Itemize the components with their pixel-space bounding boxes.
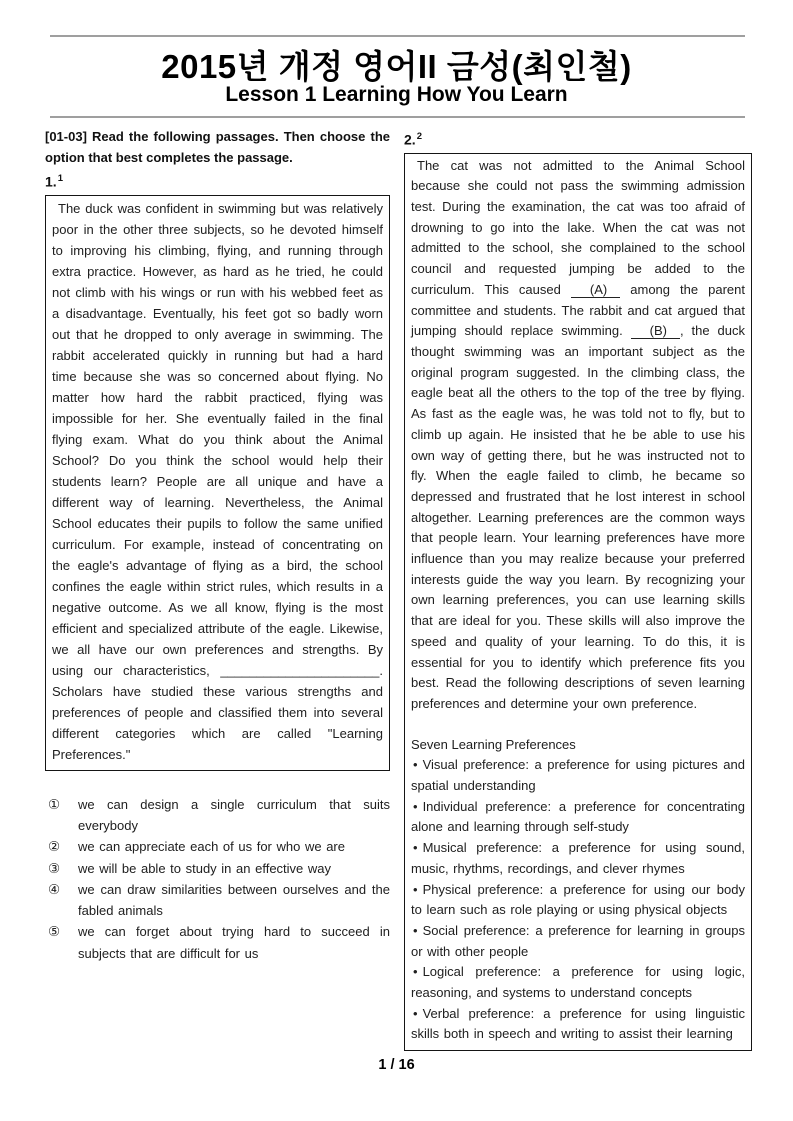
option-2: [45, 836, 390, 857]
passage-2-blank-a: (A): [571, 282, 620, 298]
bullet-icon: •: [413, 1005, 418, 1021]
option-4: [45, 879, 390, 922]
option-4-number: ④: [48, 881, 61, 897]
passage-1-before-blank: The duck was confident in swimming but was relatively poor in the other three subjects, so he devoted himself to improving his climbing, flying, and running through extra practice. However, as hard as he tried, he could not climb with his wings or run with his webbed feet as a disadvantage. Eventually, his feet got so badly worn out that he dropped to only average in swimming. The rabbit accelerated quickly in running but had a hard time because she was so concerned about flying. No matter how hard the rabbit practiced, flying was impossible for her. She eventually failed in the final flying exam. What do you think about the Animal School? Do you think the school would help their students learn? People are all unique and have a different way of learning. Nevertheless, the Animal School educates their pupils to follow the same unified curriculum. For example, instead of concentrating on the eagle's advantage of flying as a bird, the school confines the eagle within strict rules, which results in a negative outcome. As we all know, flying is the most efficient and specialized attribute of the eagle. Likewise, we all have our own preferences and strengths. By using our characteristics,: [52, 200, 383, 678]
option-1-number: ①: [48, 796, 61, 812]
passage-1-blank: ______________________.: [220, 662, 383, 678]
page-number: 1 / 16: [378, 1057, 415, 1073]
answer-options: [45, 794, 390, 964]
page-title: 2015년 개정 영어II 금성(최인철): [161, 48, 632, 85]
bullet-individual-text: Individual preference: a preference for concentrating alone and learning through self-study: [411, 798, 745, 835]
bullet-icon: •: [413, 881, 418, 897]
preferences-list-title: Seven Learning Preferences: [411, 736, 576, 752]
bullet-icon: •: [413, 922, 418, 938]
section-instructions: [01-03] Read the following passages. Then choose the option that best completes the passage.: [45, 129, 390, 165]
bullet-musical: [411, 838, 745, 879]
bullet-verbal-text: Verbal preference: a preference for using linguistic skills both in speech and writing to assist their learning: [411, 1005, 745, 1042]
bullet-physical: [411, 880, 745, 921]
top-divider: [50, 35, 745, 37]
bullet-social: [411, 921, 745, 962]
bullet-physical-text: Physical preference: a preference for using our body to learn such as role playing or using physical objects: [411, 881, 745, 918]
header-divider: [50, 116, 745, 118]
bullet-musical-text: Musical preference: a preference for using sound, music, rhythms, recordings, and clever rhymes: [411, 840, 745, 876]
question-1-label: 1.: [45, 173, 57, 190]
option-3-number: ③: [48, 860, 61, 876]
bullet-visual: [411, 755, 745, 796]
passage-1-after-blank: Scholars have studied these various strengths and preferences of people and classified them into several different categories which are called "Learning Preferences.": [52, 683, 383, 762]
option-1-text: we can design a single curriculum that suits everybody: [78, 796, 390, 833]
option-5-number: ⑤: [48, 924, 61, 940]
option-1: [45, 794, 390, 837]
bullet-icon: •: [413, 757, 418, 773]
passage-2-part-2: among the parent committee and students. The rabbit and cat argued that jumping should replace swimming.: [411, 281, 745, 339]
bullet-icon: •: [413, 964, 418, 980]
bullet-icon: •: [413, 798, 418, 814]
option-4-text: we can draw similarities between ourselves and the fabled animals: [78, 881, 390, 919]
option-2-number: ②: [48, 839, 61, 855]
option-2-text: we can appreciate each of us for who we are: [78, 839, 345, 855]
left-column: [45, 126, 390, 964]
question-1-footnote: 1: [57, 173, 63, 184]
question-1-number: [45, 169, 390, 192]
option-5-text: we can forget about trying hard to succeed in subjects that are difficult for us: [78, 924, 390, 961]
bullet-individual: [411, 797, 745, 838]
right-column: [404, 126, 752, 1051]
bullet-verbal: [411, 1004, 745, 1045]
passage-1-text: [52, 198, 383, 765]
bullet-social-text: Social preference: a preference for learning in groups or with other people: [411, 922, 745, 959]
passage-1-box: [45, 195, 390, 771]
question-2-number: [404, 127, 752, 150]
option-5: [45, 921, 390, 964]
passage-2-part-1: The cat was not admitted to the Animal School because she could not pass the swimming admission test. During the examination, the cat was too afraid of drowning to go into the lake. When the cat was not admitted to the school, she complained to the school council and requested jumping be added to the curriculum. This caused: [411, 157, 745, 297]
passage-2-box: [404, 153, 752, 1052]
bullet-icon: •: [413, 840, 418, 856]
option-3-text: we will be able to study in an effective way: [78, 860, 332, 876]
question-2-footnote: 2: [416, 131, 422, 142]
question-2-label: 2.: [404, 131, 416, 148]
bullet-visual-text: Visual preference: a preference for using pictures and spatial understanding: [411, 757, 745, 794]
passage-2-part-3: , the duck thought swimming was an important subject as the original program suggested. In the climbing class, the eagle beat all the others to the top of the tree by flying. As fast as the eagle was, he was told not to fly, but to climb up again. He insisted that he be able to use his own way of getting there, but he was instructed not to fly. When the eagle failed to climb, he became so depressed and frustrated that he lost interest in school altogether. Learning preferences are the common ways that people learn. Your learning preferences have more influence than you may realize because your preferred interests guide the way you learn. By recognizing your own learning preferences, you can use learning skills that are ideal for you. These skills will also improve the speed and quality of your learning. To do this, it is essential for you to identify which preference fits you best. Read the following descriptions of seven learning preferences and determine your own preference.: [411, 323, 745, 711]
option-3: [45, 858, 390, 879]
bullet-logical-text: Logical preference: a preference for using logic, reasoning, and systems to understand concepts: [411, 964, 745, 1001]
lesson-subtitle: Lesson 1 Learning How You Learn: [225, 83, 568, 106]
bullet-logical: [411, 962, 745, 1003]
passage-2-blank-b: (B): [631, 323, 680, 339]
passage-2-text: [411, 156, 745, 715]
